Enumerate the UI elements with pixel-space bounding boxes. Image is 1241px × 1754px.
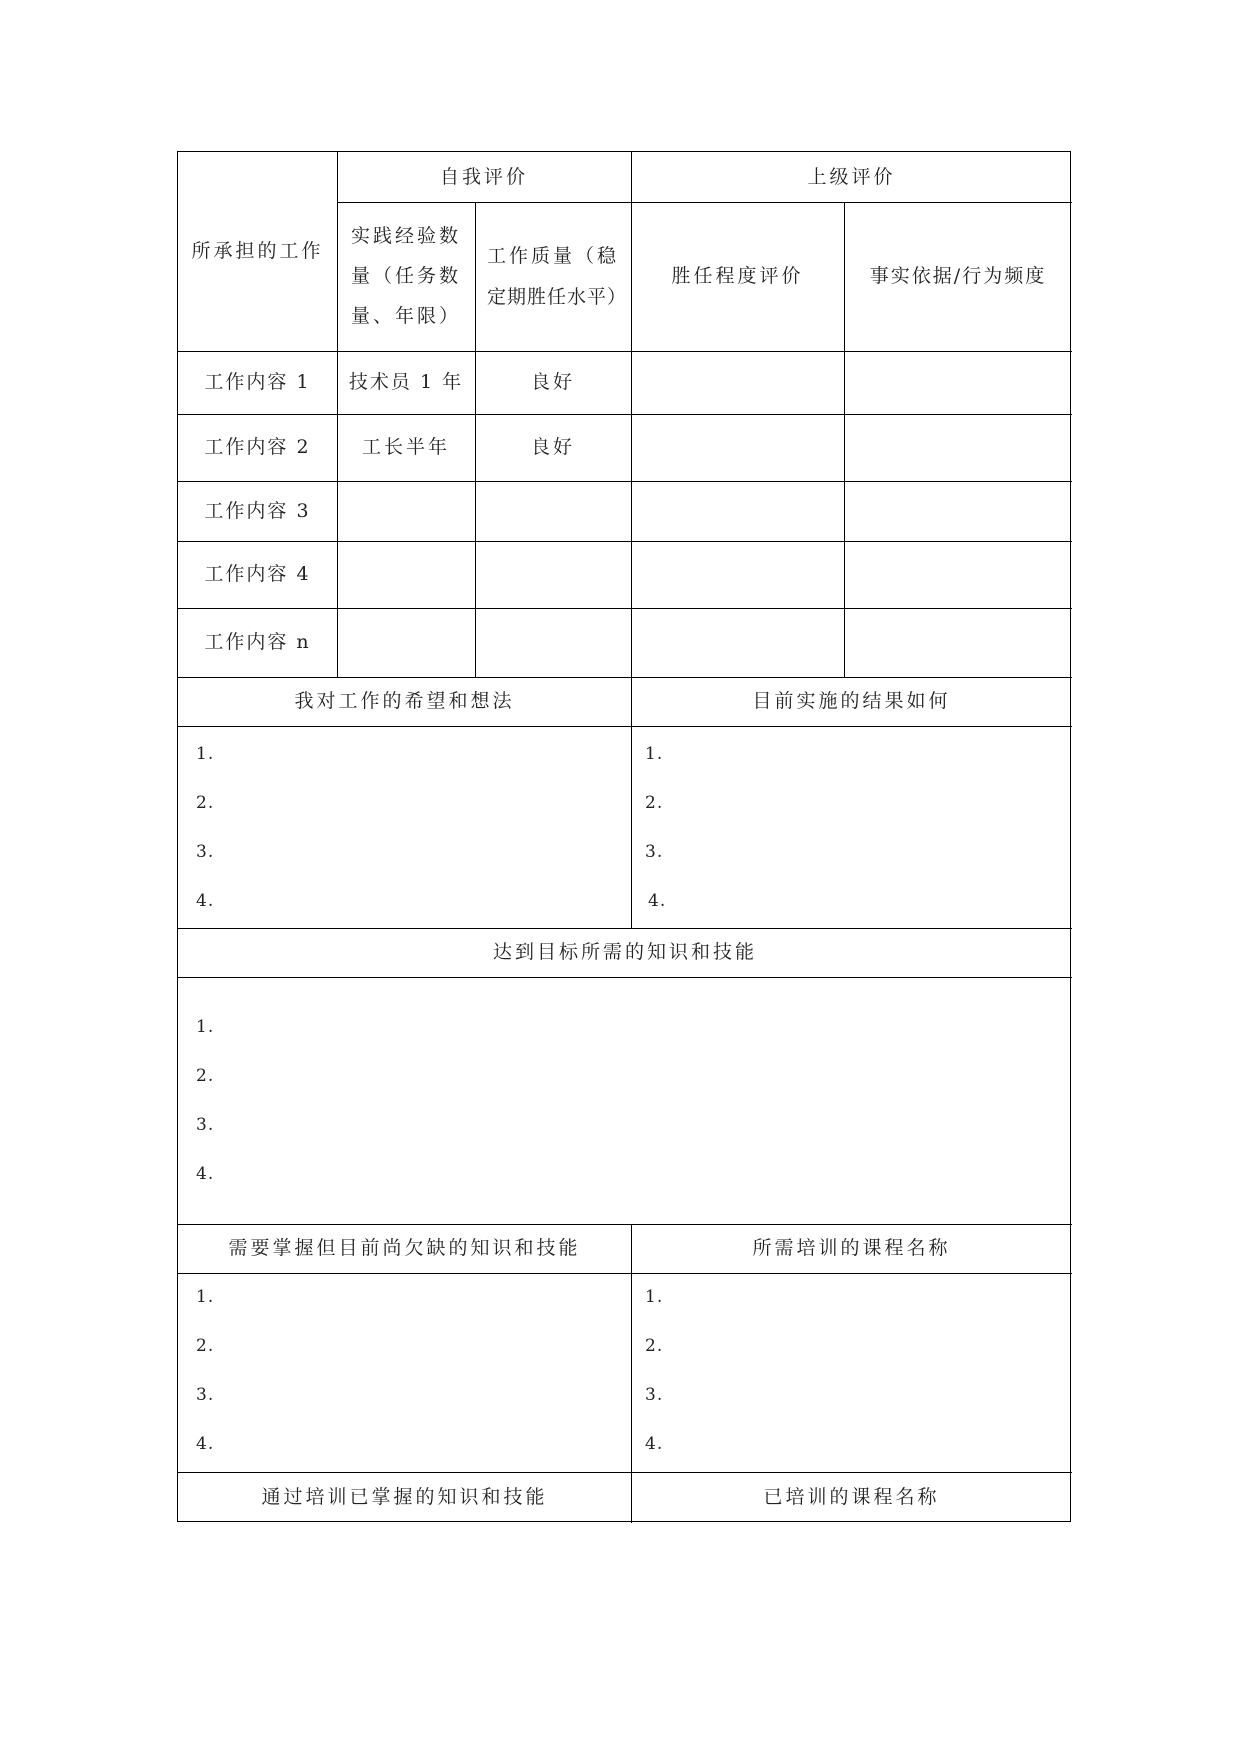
row-3-label: 工作内容 3 bbox=[204, 499, 311, 522]
section-courses-done-title: 已培训的课程名称 bbox=[763, 1486, 940, 1508]
header-supervisor-eval: 上级评价 bbox=[807, 165, 896, 188]
header-practice-experience bbox=[337, 202, 475, 351]
section-knowledge-needed-title: 达到目标所需的知识和技能 bbox=[492, 941, 757, 963]
row-4-label: 工作内容 4 bbox=[204, 563, 311, 585]
results-item-4: 4. bbox=[648, 891, 667, 911]
courses-needed-item-3: 3. bbox=[645, 1385, 664, 1405]
evaluation-form bbox=[177, 151, 1071, 1522]
results-item-1: 1. bbox=[645, 744, 664, 764]
hopes-item-1: 1. bbox=[196, 744, 215, 764]
row-1-quality: 良好 bbox=[530, 371, 575, 393]
courses-needed-item-4: 4. bbox=[645, 1434, 664, 1454]
work-quality-line-1: 工作质量（稳 bbox=[487, 244, 620, 267]
hopes-item-3: 3. bbox=[196, 842, 215, 862]
header-self-eval: 自我评价 bbox=[439, 165, 528, 188]
header-work-undertaken: 所承担的工作 bbox=[191, 240, 324, 262]
section-courses-needed-title: 所需培训的课程名称 bbox=[752, 1237, 951, 1259]
hopes-item-4: 4. bbox=[196, 891, 215, 911]
hopes-item-2: 2. bbox=[196, 793, 215, 813]
header-fact-basis: 事实依据/行为频度 bbox=[869, 265, 1047, 287]
section-lacking-title: 需要掌握但目前尚欠缺的知识和技能 bbox=[228, 1237, 581, 1259]
results-item-2: 2. bbox=[645, 793, 664, 813]
knowledge-item-1: 1. bbox=[196, 1017, 215, 1037]
row-2-experience: 工长半年 bbox=[361, 436, 450, 458]
row-n-label: 工作内容 n bbox=[204, 631, 311, 653]
section-results-title: 目前实施的结果如何 bbox=[752, 690, 951, 712]
knowledge-item-2: 2. bbox=[196, 1066, 215, 1086]
row-2-label: 工作内容 2 bbox=[204, 436, 311, 458]
courses-needed-item-1: 1. bbox=[645, 1287, 664, 1307]
row-1-experience: 技术员 1 年 bbox=[348, 371, 464, 393]
header-work-quality bbox=[475, 202, 631, 351]
row-2-quality: 良好 bbox=[530, 436, 575, 458]
section-hopes-title: 我对工作的希望和想法 bbox=[294, 690, 515, 712]
header-competence-eval: 胜任程度评价 bbox=[671, 265, 804, 287]
work-quality-line-2: 定期胜任水平） bbox=[487, 285, 628, 308]
lacking-item-1: 1. bbox=[196, 1287, 215, 1307]
practice-exp-line-2: 量（任务数 bbox=[351, 265, 462, 287]
section-acquired-title: 通过培训已掌握的知识和技能 bbox=[261, 1486, 548, 1508]
results-item-3: 3. bbox=[645, 842, 664, 862]
knowledge-item-3: 3. bbox=[196, 1115, 215, 1135]
knowledge-item-4: 4. bbox=[196, 1164, 215, 1184]
lacking-item-3: 3. bbox=[196, 1385, 215, 1405]
lacking-item-4: 4. bbox=[196, 1434, 215, 1454]
courses-needed-item-2: 2. bbox=[645, 1336, 664, 1356]
lacking-item-2: 2. bbox=[196, 1336, 215, 1356]
row-1-label: 工作内容 1 bbox=[204, 371, 311, 393]
practice-exp-line-1: 实践经验数 bbox=[351, 225, 462, 247]
practice-exp-line-3: 量、年限） bbox=[351, 305, 462, 327]
